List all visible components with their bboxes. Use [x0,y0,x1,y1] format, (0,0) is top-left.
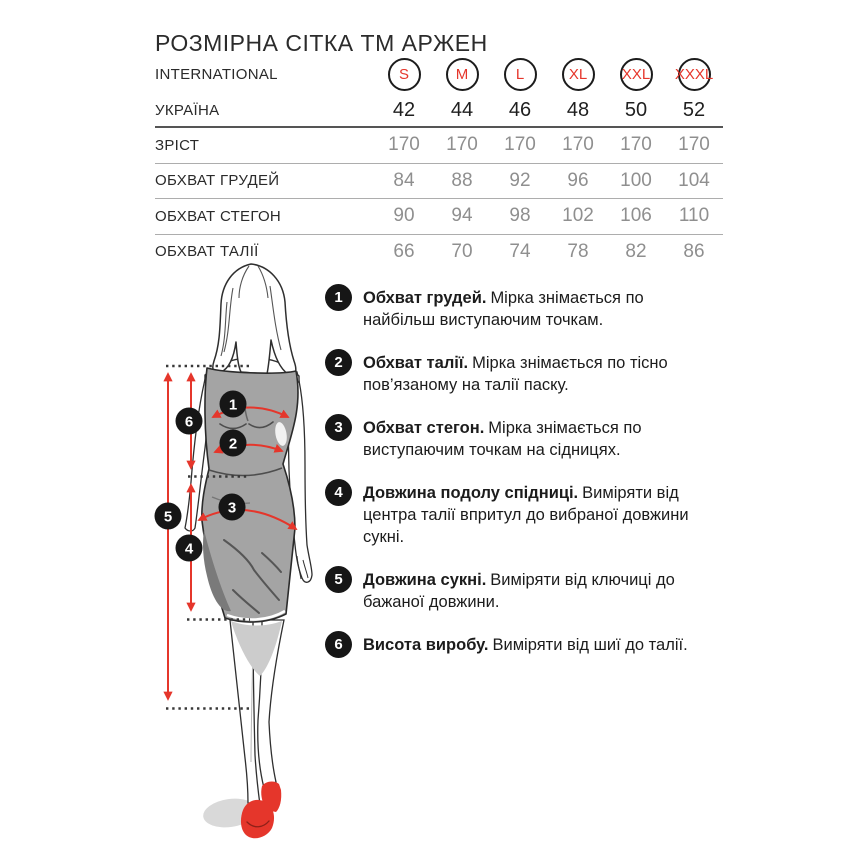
measure-cell: 96 [567,169,589,191]
measure-cell: 170 [620,134,652,156]
figure-marker-1 [220,391,247,418]
measurement-figure [140,262,340,850]
measure-cell: 170 [388,134,420,156]
row-label: ОБХВАТ СТЕГОН [155,207,282,225]
legend-number-badge: 3 [325,414,352,441]
measure-cell: 102 [562,205,594,227]
legend-number-badge: 5 [325,566,352,593]
ua-size-cell: 50 [624,98,648,121]
figure-marker-6 [176,408,203,435]
measurement-legend [325,287,725,679]
legend-term: Обхват грудей. [363,289,487,307]
legend-desc: Мірка знімається по виступаючим точкам на сідницях. [363,419,642,459]
legend-desc: Виміряти від ключиці до бажаної довжини. [363,571,675,611]
size-badge-s: S [388,58,421,91]
measure-cell: 82 [625,240,647,262]
svg-text:3: 3 [227,499,237,517]
measure-cell: 170 [504,134,536,156]
red-shoes [241,782,281,839]
figure-marker-3 [219,494,246,521]
legend-term: Обхват стегон. [363,419,485,437]
legend-number-badge: 4 [325,479,352,506]
legend-item-hips [325,417,725,461]
table-row-international [155,54,723,94]
legend-desc: Виміряти від центра талії впритул до вибраної довжини сукні. [363,484,689,546]
measure-cell: 90 [393,205,415,227]
legend-number-badge: 1 [325,284,352,311]
page-title: РОЗМІРНА СІТКА ТМ АРЖЕН [155,30,488,57]
ua-size-cell: 46 [508,98,532,121]
row-label-ukraine: УКРАЇНА [155,101,220,119]
row-label-international: INTERNATIONAL [155,65,278,83]
measure-cell: 170 [562,134,594,156]
size-badge-xxxl: XXXL [678,58,711,91]
legend-number-badge: 2 [325,349,352,376]
measure-cell: 74 [509,240,531,262]
ua-size-cell: 44 [450,98,474,121]
svg-text:1: 1 [228,396,238,414]
legend-item-waist [325,352,725,396]
size-table [155,54,723,269]
legend-term: Довжина подолу спідниці. [363,484,579,502]
measure-cell: 94 [451,205,473,227]
legend-desc: Мірка знімається по найбільш виступаючим точкам. [363,289,644,329]
measure-cell: 70 [451,240,473,262]
svg-text:6: 6 [184,413,194,431]
row-label: ОБХВАТ ТАЛІЇ [155,243,259,261]
measure-cell: 104 [678,169,710,191]
svg-text:2: 2 [228,435,238,453]
legend-item-chest [325,287,725,331]
legend-term: Висота виробу. [363,636,489,654]
legend-item-dress-length [325,569,725,613]
size-badge-l: L [504,58,537,91]
legend-term: Обхват талії. [363,354,469,372]
figure-marker-4 [176,535,203,562]
measure-cell: 66 [393,240,415,262]
woman-illustration [185,264,312,838]
svg-text:5: 5 [163,508,173,526]
svg-text:4: 4 [184,540,194,558]
measure-cell: 110 [678,205,710,227]
figure-marker-2 [220,430,247,457]
legend-item-product-height [325,634,725,658]
measure-cell: 78 [567,240,589,262]
measure-cell: 86 [683,240,705,262]
measure-cell: 100 [620,169,652,191]
ua-size-cell: 42 [392,98,416,121]
row-label: ОБХВАТ ГРУДЕЙ [155,172,280,190]
ua-size-cell: 48 [566,98,590,121]
measure-cell: 98 [509,205,531,227]
measure-cell: 170 [678,134,710,156]
measure-cell: 88 [451,169,473,191]
figure-marker-5 [155,503,182,530]
legend-desc: Виміряти від шиї до талії. [492,636,688,654]
legend-item-skirt-length [325,482,725,548]
legend-term: Довжина сукні. [363,571,487,589]
size-badge-xl: XL [562,58,595,91]
measure-cell: 170 [446,134,478,156]
table-row-hips [155,198,723,234]
legend-desc: Мірка знімається по тісно пов’язаному на талії паску. [363,354,668,394]
ua-size-cell: 52 [682,98,706,121]
row-label: ЗРІСТ [155,136,200,154]
measure-cell: 106 [620,205,652,227]
measure-cell: 84 [393,169,415,191]
table-row-ukraine [155,94,723,126]
size-badge-xxl: XXL [620,58,653,91]
table-row-height [155,126,723,163]
legend-number-badge: 6 [325,631,352,658]
size-badge-m: M [446,58,479,91]
measure-cell: 92 [509,169,531,191]
table-row-chest [155,163,723,199]
